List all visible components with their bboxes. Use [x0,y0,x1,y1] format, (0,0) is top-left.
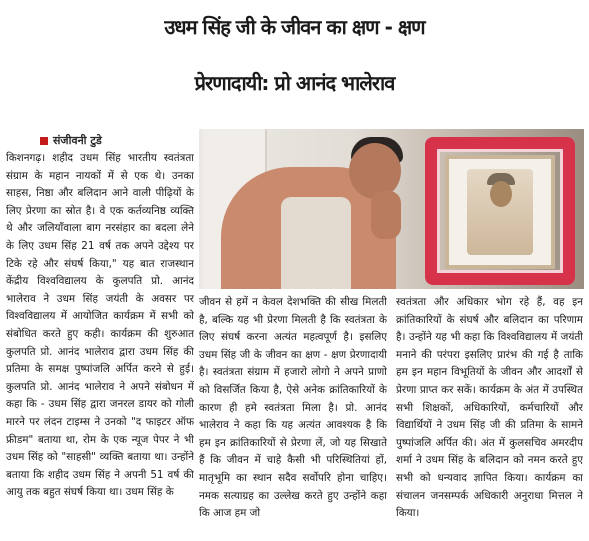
news-photo [199,129,584,289]
headline-line-2: प्रेरणादायी: प्रो आनंद भालेराव [194,71,395,95]
photo-portrait-face [490,181,512,207]
byline-text: संजीवनी टुडे [53,134,102,147]
red-square-icon [40,137,48,145]
photo-person-head [349,143,401,199]
article-column-3: स्वतंत्रता और अधिकार भोग रहे हैं, वह इन क्रांतिकारियों के संघर्ष और बलिदान का परिणाम है। उन्होंने यह भी कहा कि विश्वविद्यालय में जयंती मनाने की परंपरा इसलिए प्रारंभ की गई है ताकि हम इन महान विभूतियों के जीवन और आदर्शों से प्रेरणा प्राप्त कर सकें। कार्यक्रम के अंत में उपस्थित सभी शिक्षकों, अधिकारियों, कर्मचारियों और विद्यार्थियों ने उधम सिंह जी की प्रतिमा के सामने पुष्पांजलि अर्पित की। अंत में कुलसचिव अमरदीप शर्मा ने उधम सिंह के बलिदान को नमन करते हुए सभी को धन्यवाद ज्ञापित किया। कार्यक्रम का संचालन जनसम्पर्क अधिकारी अनुराधा मित्तल ने किया। [396,296,583,520]
article-column-1: किशनगढ़। शहीद उधम सिंह भारतीय स्वतंत्रता संग्राम के महान नायकों में से एक थे। उनका साहस, निष्ठा और बलिदान आने वाली पीढ़ियों के लिए प्रेरणा का स्रोत है। वे एक कर्तव्यनिष्ठ व्यक्ति थे और जलियाँवाला बाग नरसंहार का बदला लेने के लिए उधम सिंह 21 वर्ष तक अपने उद्देश्य पर टिके रहे और संघर्ष किया," यह बात राजस्थान केंद्रीय विश्वविद्यालय के कुलपति प्रो. आनंद भालेराव ने उधम सिंह जयंती के अवसर पर विश्वविद्यालय में आयोजित कार्यक्रम में सभी को संबोधित करते हुए कही। कार्यक्रम की शुरुआत कुलपति प्रो. आनंद भालेराव द्वारा उधम सिंह की प्रतिमा के समक्ष पुष्पांजलि अर्पित करने से हुई। कुलपति प्रो. आनंद भालेराव ने अपने संबोधन में कहा कि - उधम सिंह द्वारा जनरल डायर को गोली मारने पर लंदन टाइम्स ने उनको "द फाइटर ऑफ फ्रीडम" बताया था, रोम के एक न्यूज पेपर ने भी उधम सिंह को "साहसी" व्यक्ति बताया था। उन्होंने बताया कि शहीद उधम सिंह ने अपनी 51 वर्ष की आयु तक बहुत संघर्ष किया था। उधम सिंह के [6,152,194,499]
headline-line-1: उधम सिंह जी के जीवन का क्षण - क्षण [164,15,425,39]
article-column-2: जीवन से हमें न केवल देशभक्ति की सीख मिलती है, बल्कि यह भी प्रेरणा मिलती है कि स्वतंत्रता के लिए संघर्ष करना अत्यंत महत्वपूर्ण है। इसलिए उधम सिंह जी के जीवन का क्षण - क्षण प्रेरणादायी है। स्वतंत्रता संग्राम में हजारो लोगो ने अपने प्राणो को विसर्जित किया है, ऐसे अनेक क्रांतिकारियों के कारण ही हमे स्वतंत्रता मिला है। प्रो. आनंद भालेराव ने कहा कि यह अत्यंत आवश्यक है कि हम इन क्रांतिकारियों से प्रेरणा लें, जो यह सिखाते हैं कि जीवन में चाहे कैसी भी परिस्थितियां हों, मातृभूमि का स्थान सदैव सर्वोपरि होना चाहिए। नमक सत्याग्रह का उल्लेख करते हुए उन्होंने कहा कि आज हम जो [199,296,387,520]
byline [40,133,102,148]
photo-folded-hands [371,191,401,239]
photo-person-vest [281,197,351,289]
